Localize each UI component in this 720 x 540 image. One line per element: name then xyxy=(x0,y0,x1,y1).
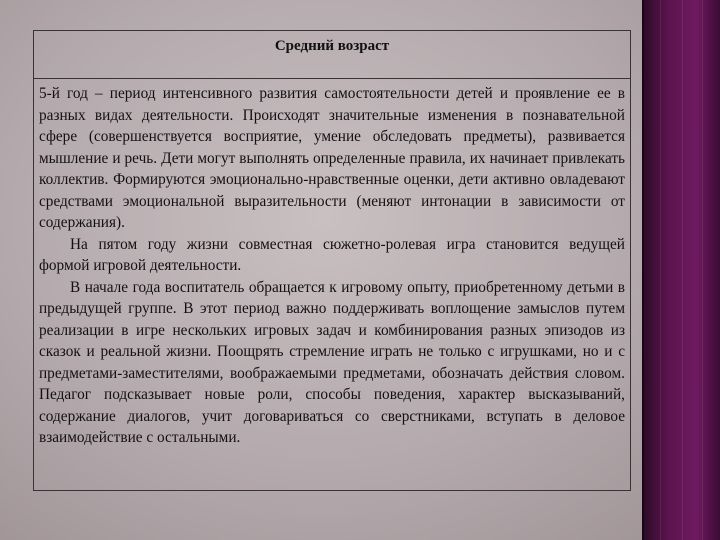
paragraph-teacher: В начале года воспитатель обращается к игровому опыту, приобретенному детьми в предыдущей группе. В этот период важно поддерживать воплощение замыслов путем реализации в игре нескольких игровых задач и комбинирования разных эпизодов из сказок и реальной жизни. Поощрять стремление играть не только с игрушками, но и с предметами-заместителями, воображаемыми предметами, обозначать действия словом. Педагог подсказывает новые роли, способы поведения, характер высказываний, содержание диалогов, учит договариваться со сверстниками, вступать в деловое взаимодействие с остальными. xyxy=(39,278,625,446)
paragraph-intro: 5-й год – период интенсивного развития самостоятельности детей и проявление ее в разных видах деятельности. Происходят значительные изменения в познавательной сфере (совершенствуется восприятие, умение обследовать предметы), развивается мышление и речь. Дети могут выполнять определенные правила, их начинает привлекать коллектив. Формируются эмоционально-нравственные оценки, дети активно овладевают средствами эмоциональной выразительности (меняют интонации в зависимости от содержания). xyxy=(39,85,625,231)
band-stripe xyxy=(702,0,703,540)
decorative-side-band xyxy=(642,0,720,540)
paragraph-role-play: На пятом году жизни совместная сюжетно-ролевая игра становится ведущей формой игровой деятельности. xyxy=(39,235,625,274)
content-table xyxy=(33,30,631,491)
band-stripe xyxy=(682,0,683,540)
slide-title: Средний возраст xyxy=(274,38,390,54)
body-cell xyxy=(34,79,630,449)
title-cell xyxy=(34,31,630,79)
band-stripe xyxy=(660,0,661,540)
